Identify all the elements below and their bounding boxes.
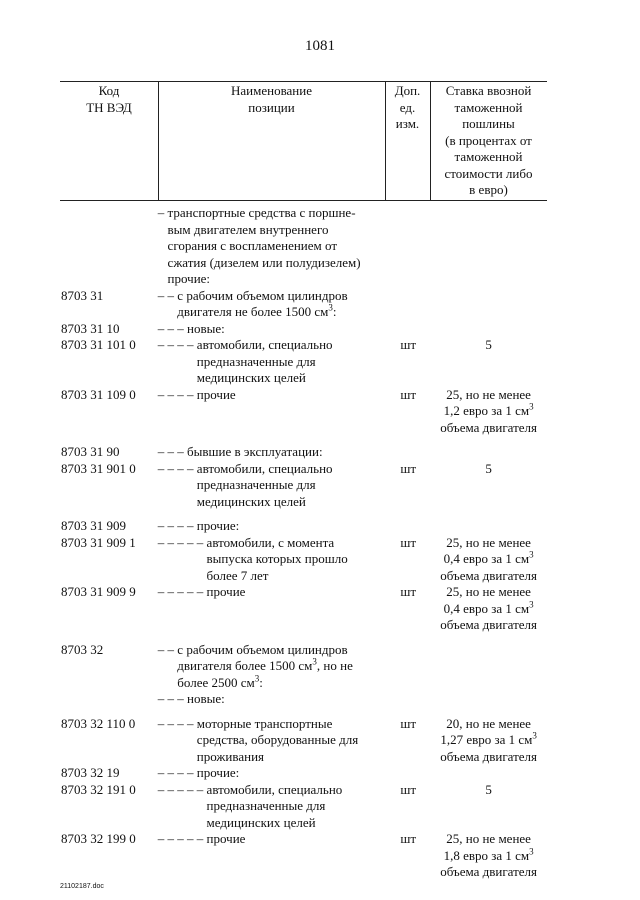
position-text: новые:	[187, 691, 225, 706]
level-dashes: – –	[157, 287, 178, 303]
position-text: с рабочим объемом цилиндров двигателя более 1500 $см^3$, но не более 2500 $см^3$:	[177, 641, 353, 690]
tnved-code: 8703 31 101 0	[61, 337, 136, 352]
level-dashes: – – – –	[157, 518, 197, 533]
unit-cell: шт	[400, 781, 417, 797]
table-row	[60, 321, 547, 338]
row-spacer	[60, 634, 547, 642]
level-dashes: – –	[157, 641, 178, 657]
level-dashes: – – – – –	[157, 584, 207, 599]
table-row	[60, 518, 547, 535]
table-row	[60, 288, 547, 321]
row-spacer	[60, 708, 547, 716]
position-text: новые:	[187, 320, 225, 336]
tnved-code: 8703 31 90	[61, 444, 120, 459]
table-row	[60, 782, 547, 832]
position-name	[158, 831, 387, 848]
table-row	[60, 205, 547, 288]
position-text: с рабочим объемом цилиндров двигателя не более 1500 $см^3$:	[177, 287, 348, 319]
position-text: автомобили, специально предназначенные для медицинских целей	[196, 337, 333, 385]
position-text: прочие:	[196, 765, 240, 780]
duty-rate: 25, но не менее 0,4 евро за 1 $см^3$ объема двигателя	[440, 534, 538, 583]
table-row	[60, 691, 547, 708]
header-code: Код ТН ВЭД	[86, 83, 132, 115]
duty-rate: 5	[485, 460, 492, 476]
row-spacer	[60, 436, 547, 444]
table-row	[60, 337, 547, 387]
position-text: автомобили, с момента выпуска которых прошло более 7 лет	[206, 534, 348, 583]
position-text: прочие	[196, 386, 236, 402]
position-name	[158, 642, 387, 692]
table-row	[60, 831, 547, 881]
position-text: автомобили, специально предназначенные для медицинских целей	[206, 781, 343, 830]
file-name: 21102187.doc	[60, 883, 104, 890]
table-row	[60, 716, 547, 766]
level-dashes: – – –	[157, 691, 188, 706]
position-name	[158, 444, 387, 461]
table-row	[60, 387, 547, 437]
table-row	[60, 584, 547, 634]
position-text: автомобили, специально предназначенные для медицинских целей	[196, 460, 333, 509]
position-text: моторные транспортные средства, оборудованные для проживания	[196, 715, 359, 764]
tnved-code: 8703 31 909 9	[61, 584, 136, 599]
level-dashes: – – – –	[157, 460, 197, 476]
position-text: транспортные средства с поршне- вым двигателем внутреннего сгорания с воспламенением от сжатия (дизелем или полудизелем) прочие:	[167, 205, 361, 286]
position-name	[158, 535, 387, 585]
level-dashes: – – – – –	[157, 831, 207, 846]
tnved-code: 8703 32 110 0	[61, 715, 136, 731]
position-name	[158, 387, 387, 404]
unit-cell: шт	[400, 715, 417, 731]
tnved-code: 8703 31 901 0	[61, 460, 136, 476]
tnved-code: 8703 32 19	[61, 765, 120, 780]
duty-rate: 25, но не менее 1,8 евро за 1 $см^3$ объема двигателя	[440, 831, 538, 879]
position-text: прочие	[206, 831, 246, 846]
duty-rate: 25, но не менее 0,4 евро за 1 $см^3$ объема двигателя	[440, 584, 538, 632]
position-name	[158, 321, 387, 338]
level-dashes: – – –	[157, 444, 188, 459]
position-name	[158, 765, 387, 782]
table-row	[60, 461, 547, 511]
level-dashes: – – –	[157, 320, 188, 336]
page-number: 1081	[305, 38, 335, 54]
tnved-code: 8703 32 199 0	[61, 831, 136, 846]
unit-cell: шт	[400, 584, 417, 599]
unit-cell: шт	[400, 831, 417, 846]
position-text: прочие:	[196, 518, 240, 533]
table-header	[60, 81, 547, 201]
position-name	[158, 288, 387, 321]
unit-cell: шт	[400, 337, 417, 352]
row-spacer	[60, 510, 547, 518]
tnved-code: 8703 31 909	[61, 518, 126, 533]
unit-cell: шт	[400, 460, 417, 476]
level-dashes: –	[157, 205, 168, 220]
position-name	[158, 337, 387, 387]
position-name	[158, 205, 387, 288]
level-dashes: – – – –	[157, 765, 197, 780]
position-name	[158, 716, 387, 766]
level-dashes: – – – – –	[157, 534, 207, 550]
position-name	[158, 461, 387, 511]
tnved-code: 8703 31 109 0	[61, 386, 136, 402]
position-text: бывшие в эксплуатации:	[187, 444, 323, 459]
tnved-code: 8703 31	[61, 287, 104, 303]
level-dashes: – – – – –	[157, 781, 207, 797]
level-dashes: – – – –	[157, 386, 197, 402]
tnved-code: 8703 32 191 0	[61, 781, 136, 797]
position-name	[158, 518, 387, 535]
table-row	[60, 642, 547, 692]
position-name	[158, 584, 387, 601]
table-row	[60, 765, 547, 782]
table-row	[60, 444, 547, 461]
tnved-code: 8703 31 10	[61, 320, 120, 336]
tariff-table	[60, 81, 547, 881]
header-unit: Доп. ед. изм.	[394, 83, 421, 131]
level-dashes: – – – –	[157, 715, 197, 731]
duty-rate: 25, но не менее 1,2 евро за 1 $см^3$ объема двигателя	[440, 386, 538, 435]
header-rate: Ставка ввозной таможенной пошлины (в процентах от таможенной стоимости либо в евро)	[444, 83, 533, 197]
table-body	[60, 201, 547, 881]
header-name: Наименование позиции	[231, 83, 312, 115]
duty-rate: 20, но не менее 1,27 евро за 1 $см^3$ объема двигателя	[440, 715, 538, 764]
position-text: прочие	[206, 584, 246, 599]
duty-rate: 5	[485, 337, 492, 352]
unit-cell: шт	[400, 534, 417, 550]
position-name	[158, 691, 387, 708]
position-name	[158, 782, 387, 832]
duty-rate: 5	[485, 781, 492, 797]
level-dashes: – – – –	[157, 337, 197, 352]
tnved-code: 8703 31 909 1	[61, 534, 136, 550]
table-row	[60, 535, 547, 585]
tnved-code: 8703 32	[61, 641, 104, 657]
unit-cell: шт	[400, 386, 417, 402]
